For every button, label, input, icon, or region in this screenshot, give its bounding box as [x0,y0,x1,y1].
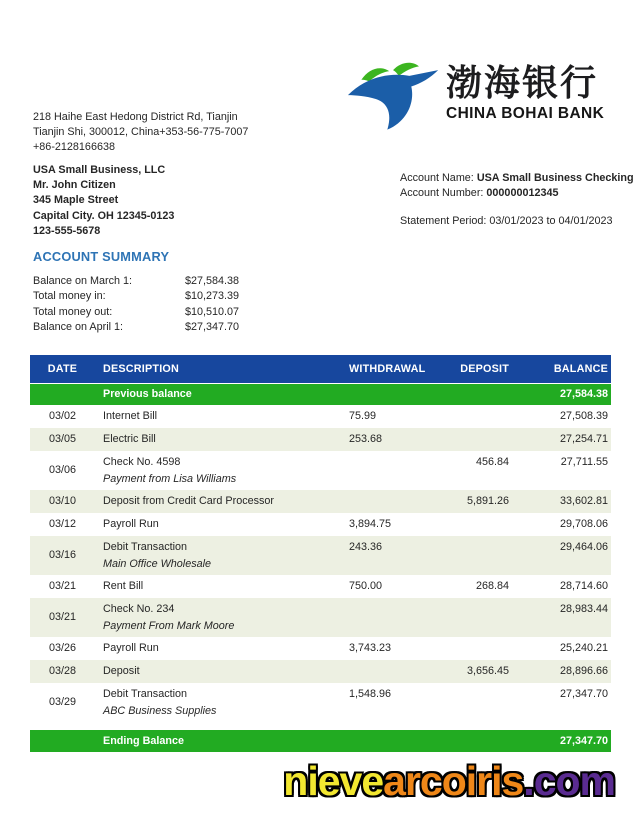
summary-label: Total money out: [33,305,113,318]
txn-description [95,637,345,660]
table-row [30,405,611,428]
account-number-row [400,186,634,201]
account-summary-title: ACCOUNT SUMMARY [33,249,170,264]
table-row [30,513,611,536]
txn-balance: 25,240.21 [559,642,608,654]
previous-balance-label: Previous balance [95,384,345,406]
txn-deposit [432,513,514,536]
table-row [30,683,611,722]
txn-withdrawal: 3,894.75 [349,518,392,530]
txn-desc-note: ABC Business Supplies [103,705,217,717]
txn-withdrawal [345,490,432,513]
txn-date: 03/28 [30,660,95,683]
txn-deposit [432,637,514,660]
summary-label: Balance on April 1: [33,320,124,333]
txn-deposit: 3,656.45 [432,660,514,683]
bank-logo [346,58,604,138]
txn-deposit: 268.84 [475,580,509,592]
header-deposit: DEPOSIT [432,355,514,384]
summary-row [33,274,239,289]
header-balance: BALANCE [514,355,611,384]
customer-street: 345 Maple Street [33,194,119,207]
table-row [30,660,611,683]
txn-desc-main: Deposit from Credit Card Processor [103,495,275,507]
txn-desc-note: Payment From Mark Moore [103,620,235,632]
txn-description [95,660,345,683]
account-number-value: 000000012345 [486,187,559,200]
txn-balance: 27,347.70 [559,688,608,700]
txn-withdrawal: 253.68 [345,428,432,451]
txn-deposit: 456.84 [475,456,509,468]
table-row [30,575,611,598]
txn-date: 03/05 [30,428,95,451]
txn-date: 03/06 [48,464,77,476]
txn-desc-main: Payroll Run [103,642,159,654]
txn-desc-main: Internet Bill [103,410,158,422]
watermark-part-3: .com [523,758,615,804]
txn-date: 03/02 [48,410,77,422]
txn-balance: 33,602.81 [514,490,611,513]
header-date: DATE [30,355,95,384]
txn-deposit [432,598,514,637]
bank-name-chinese: 渤海银行 [446,63,599,104]
txn-balance: 29,464.06 [514,536,611,575]
table-row [30,637,611,660]
summary-value: $27,347.70 [185,320,240,333]
txn-description [95,490,345,513]
txn-date: 03/16 [30,536,95,575]
txn-withdrawal: 1,548.96 [349,688,392,700]
account-number-label: Account Number: [400,187,487,200]
txn-date: 03/21 [48,580,77,592]
txn-desc-note: Main Office Wholesale [103,558,212,570]
watermark-part-1: nieve [283,758,384,804]
txn-description [95,405,345,428]
bank-name-english: CHINA BOHAI BANK [446,105,605,122]
txn-balance: 28,983.44 [514,598,611,637]
txn-balance: 28,896.66 [514,660,611,683]
previous-balance-row [30,384,611,406]
txn-deposit [432,428,514,451]
previous-balance-amount: 27,584.38 [514,384,611,406]
account-info-block [400,171,634,230]
watermark-part-2: arcoiris [383,758,524,804]
ending-balance-label: Ending Balance [95,730,345,752]
bank-address-line: 218 Haihe East Hedong District Rd, Tianjin [33,111,238,123]
table-spacer-row [30,722,611,730]
txn-withdrawal [345,660,432,683]
txn-desc-main: Deposit [103,665,140,677]
txn-deposit: 5,891.26 [432,490,514,513]
transactions-table [30,355,611,752]
header-description: DESCRIPTION [95,355,345,384]
statement-period: Statement Period: 03/01/2023 to 04/01/2023 [400,215,613,228]
summary-label: Total money in: [33,290,106,303]
txn-description [95,451,345,490]
bank-address-line: Tianjin Shi, 300012, China+353-56-775-7007 [33,126,249,139]
bank-address-block [33,110,248,156]
summary-row [33,320,239,335]
txn-balance: 27,711.55 [560,456,608,468]
customer-phone: 123-555-5678 [33,224,101,237]
txn-desc-main: Check No. 234 [103,603,175,615]
account-name-label: Account Name: [400,172,477,184]
txn-withdrawal [345,598,432,637]
txn-withdrawal: 750.00 [349,580,383,592]
txn-date: 03/21 [30,598,95,637]
txn-withdrawal: 243.36 [345,536,432,575]
txn-withdrawal: 75.99 [349,410,377,422]
txn-date: 03/10 [30,490,95,513]
transaction-rows [30,405,611,722]
customer-name: USA Small Business, LLC [33,164,166,176]
table-row [30,451,611,490]
txn-desc-note: Payment from Lisa Williams [103,473,237,485]
ending-balance-amount: 27,347.70 [514,730,611,752]
summary-row [33,289,239,304]
bank-logo-wave-icon [346,58,442,138]
txn-balance: 27,254.71 [514,428,611,451]
bank-address-line: +86-2128166638 [33,141,115,154]
txn-description [95,513,345,536]
txn-description [95,536,345,575]
customer-address-block [33,163,174,239]
txn-withdrawal: 3,743.23 [349,642,392,654]
account-summary-table [33,274,239,335]
account-name-value: USA Small Business Checking [476,172,634,184]
txn-desc-main: Check No. 4598 [103,456,181,468]
txn-balance: 28,714.60 [559,580,608,592]
txn-date: 03/26 [48,642,77,654]
txn-balance: 27,508.39 [559,410,608,422]
txn-description [95,428,345,451]
txn-desc-main: Electric Bill [103,433,156,445]
customer-city: Capital City. OH 12345-0123 [33,209,175,222]
txn-withdrawal [345,451,432,490]
table-row [30,598,611,637]
site-watermark [283,758,615,805]
txn-date: 03/12 [48,518,77,530]
bank-logo-text [446,64,604,123]
header-withdrawal: WITHDRAWAL [345,355,432,384]
summary-label: Balance on March 1: [33,275,133,287]
table-row [30,428,611,451]
txn-description [95,683,345,722]
txn-balance: 29,708.06 [559,518,608,530]
txn-desc-main: Debit Transaction [103,688,188,700]
customer-contact: Mr. John Citizen [33,179,116,192]
previous-balance-date [30,384,95,406]
summary-row [33,305,239,320]
table-row [30,536,611,575]
txn-deposit [432,405,514,428]
summary-value: $10,510.07 [185,305,240,318]
summary-value: $10,273.39 [185,290,240,303]
txn-description [95,575,345,598]
txn-deposit [432,536,514,575]
summary-value: $27,584.38 [185,275,240,287]
txn-deposit [432,683,514,722]
ending-balance-row [30,730,611,752]
account-name-row [400,171,634,186]
table-row [30,490,611,513]
txn-desc-main: Debit Transaction [103,541,188,553]
txn-date: 03/29 [48,696,77,708]
table-header-row [30,355,611,384]
txn-desc-main: Payroll Run [103,518,159,530]
txn-description [95,598,345,637]
txn-desc-main: Rent Bill [103,580,144,592]
